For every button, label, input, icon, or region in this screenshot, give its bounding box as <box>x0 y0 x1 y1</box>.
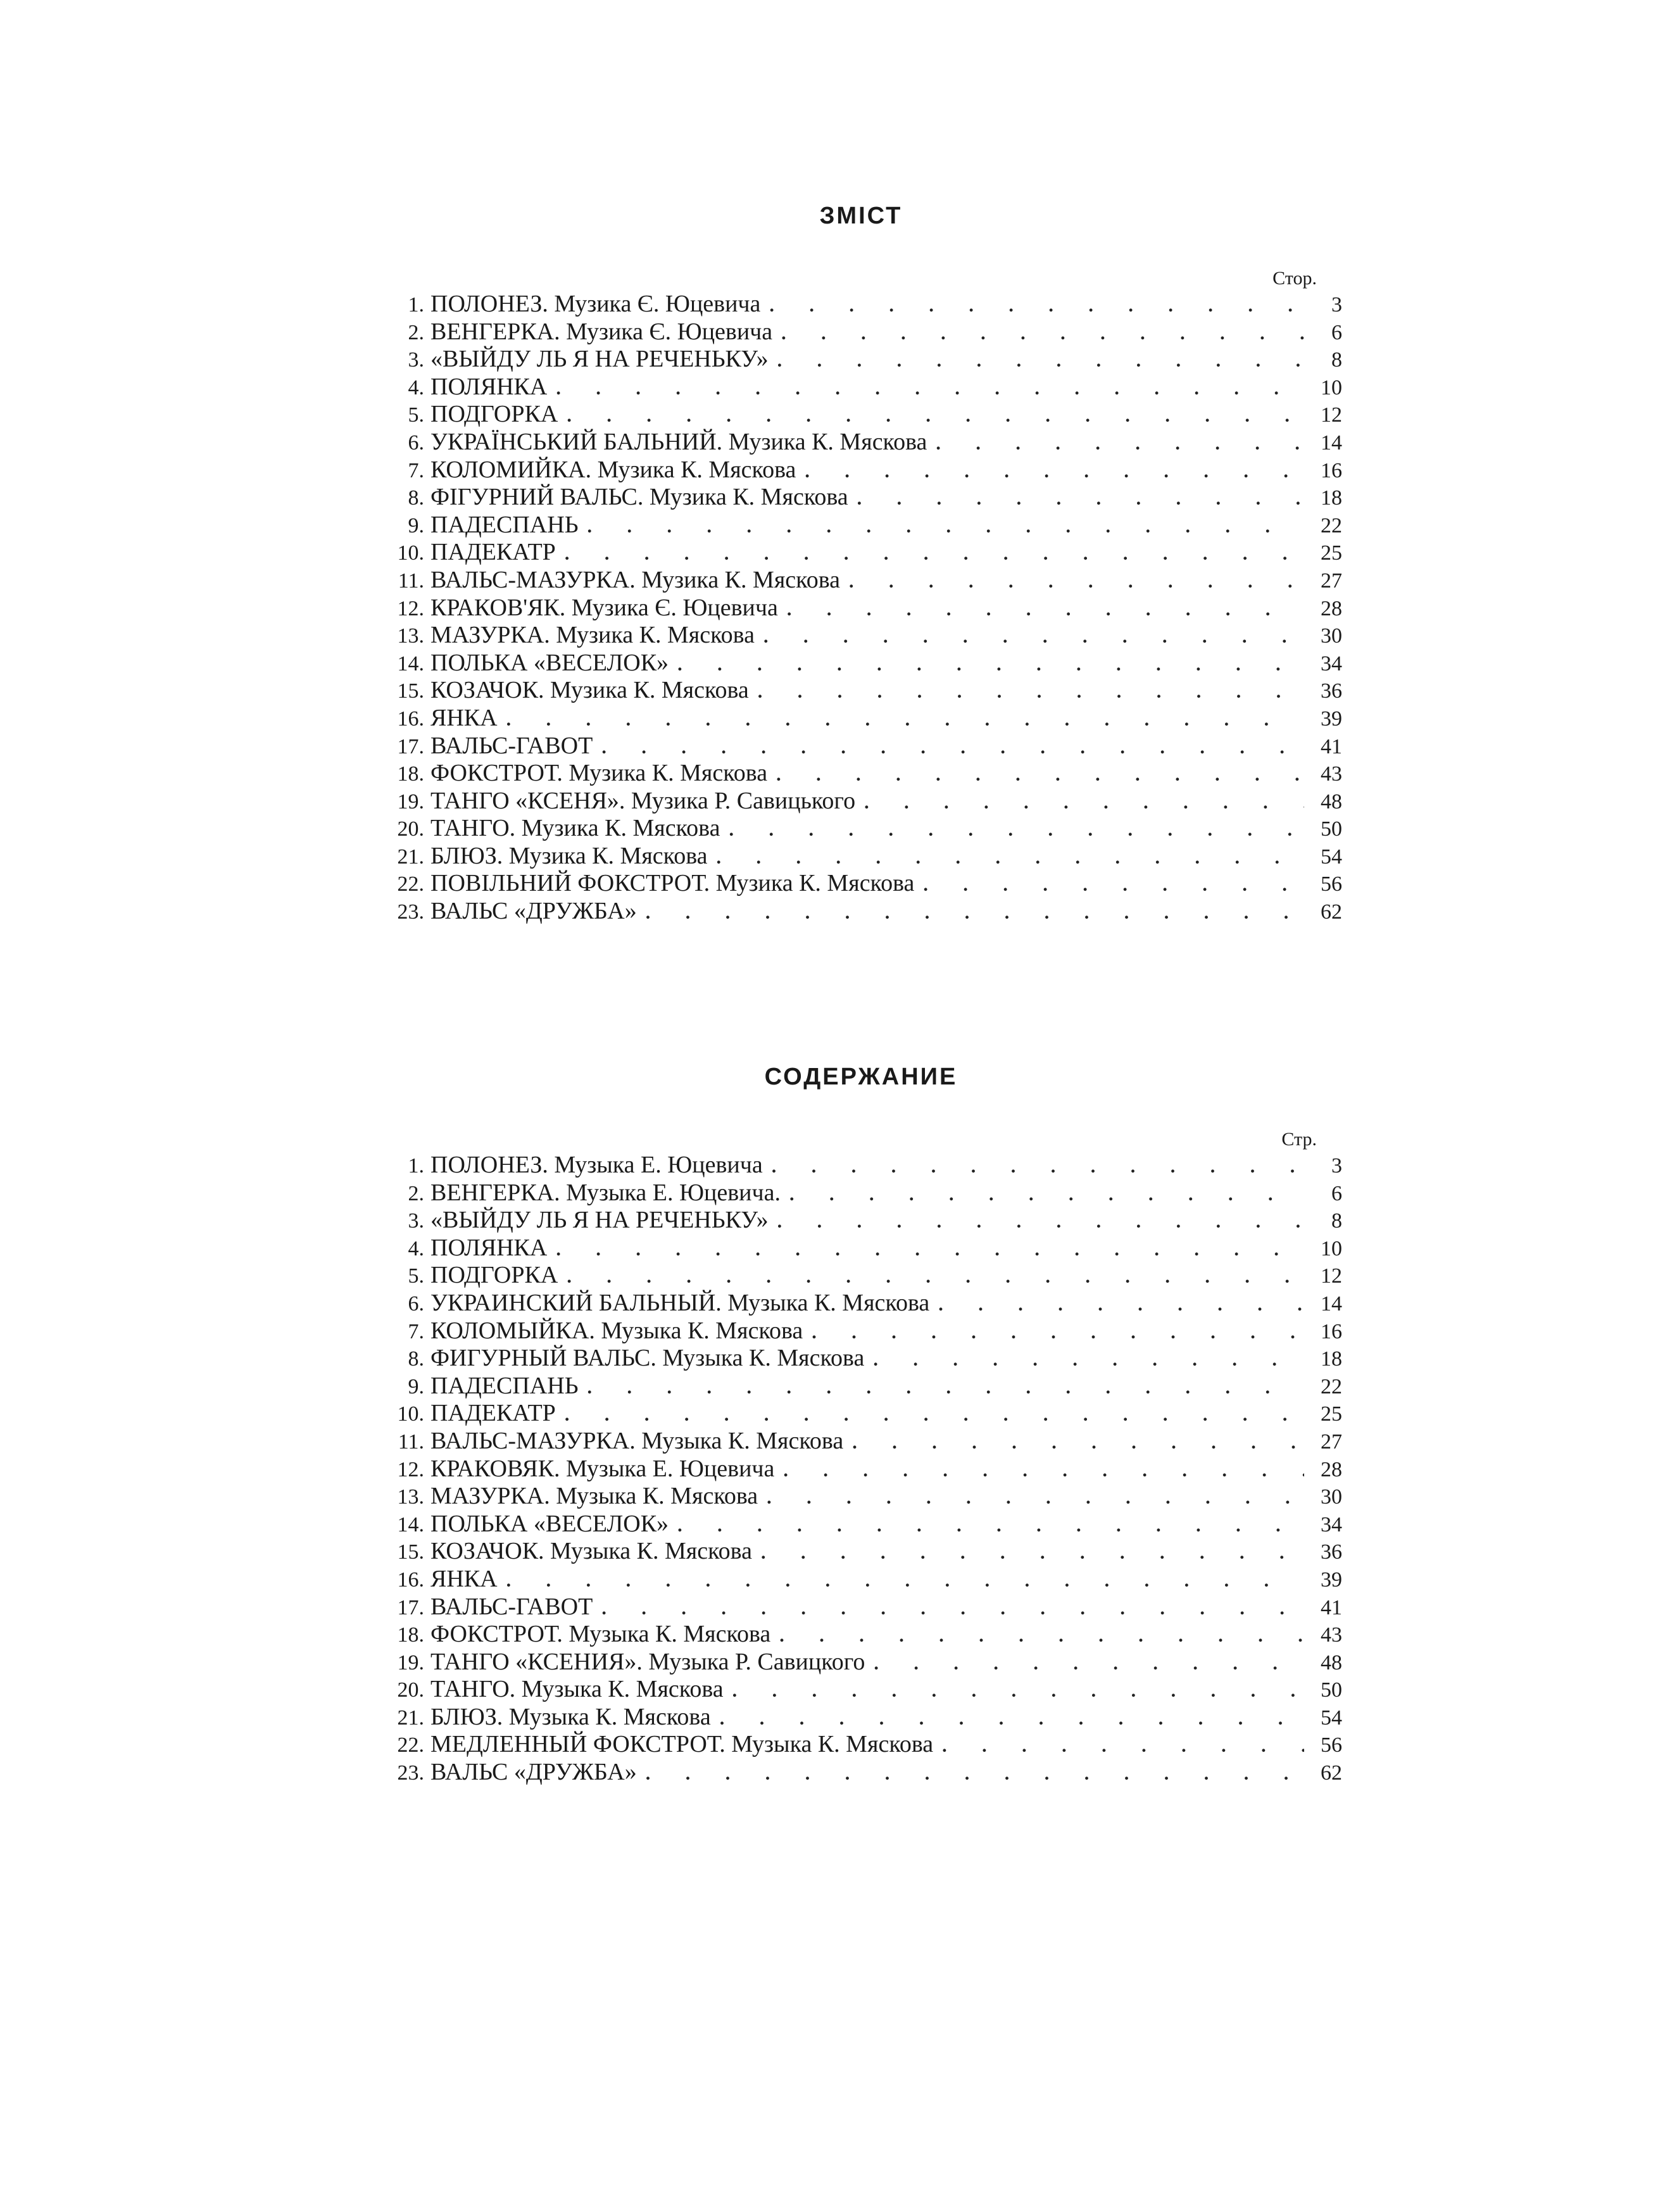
entry-title: ТАНГО. Музика К. Мяскова <box>430 815 720 842</box>
entry-title: ЯНКА <box>430 1565 498 1592</box>
entry-number: 8. <box>408 486 424 510</box>
entry-title: ПАДЕКАТР <box>430 1400 556 1427</box>
dot-leader <box>601 734 1304 762</box>
entry-title: ТАНГО. Музыка К. Мяскова <box>430 1676 724 1703</box>
dot-leader <box>729 816 1304 844</box>
toc-entry <box>380 1400 1342 1428</box>
entry-number: 12. <box>397 596 424 620</box>
entry-number: 22. <box>397 1733 424 1757</box>
entry-page: 62 <box>1321 900 1342 924</box>
entry-title: ВЕНГЕРКА. Музика Є. Юцевича <box>430 318 773 345</box>
toc-entry <box>380 1511 1342 1538</box>
toc-list <box>380 1152 1342 1787</box>
dot-leader <box>783 1457 1304 1485</box>
dot-leader <box>769 292 1304 320</box>
toc-entry <box>380 456 1342 484</box>
toc-entry <box>380 1593 1342 1621</box>
entry-page: 62 <box>1321 1761 1342 1785</box>
entry-title: ФИГУРНЫЙ ВАЛЬС. Музыка К. Мяскова <box>430 1345 865 1372</box>
dot-leader <box>874 1650 1304 1678</box>
toc-entry <box>380 1179 1342 1207</box>
entry-number: 8. <box>408 1347 424 1371</box>
toc-entry <box>380 567 1342 594</box>
entry-page: 43 <box>1321 762 1342 786</box>
entry-title: ПОЛЬКА «ВЕСЕЛОК» <box>430 1510 669 1537</box>
entry-page: 14 <box>1321 1291 1342 1316</box>
entry-number: 19. <box>397 1650 424 1675</box>
entry-title: ТАНГО «КСЕНИЯ». Музыка Р. Савицкого <box>430 1648 865 1675</box>
toc-entry <box>380 1317 1342 1345</box>
entry-page: 43 <box>1321 1623 1342 1647</box>
entry-number: 13. <box>397 624 424 648</box>
entry-number: 20. <box>397 1678 424 1702</box>
entry-number: 19. <box>397 789 424 814</box>
entry-page: 18 <box>1321 486 1342 510</box>
toc-entry <box>380 1373 1342 1400</box>
entry-number: 1. <box>408 293 424 317</box>
entry-title: КОЗАЧОК. Музика К. Мяскова <box>430 677 749 704</box>
entry-title: КОЗАЧОК. Музыка К. Мяскова <box>430 1538 752 1565</box>
entry-title: ВАЛЬС «ДРУЖБА» <box>430 898 637 925</box>
entry-title: УКРАИНСКИЙ БАЛЬНЫЙ. Музыка К. Мяскова <box>430 1289 930 1316</box>
entry-page: 8 <box>1331 348 1342 372</box>
entry-title: «ВЫЙДУ ЛЬ Я НА РЕЧЕНЬКУ» <box>430 1207 769 1234</box>
entry-page: 50 <box>1321 817 1342 841</box>
entry-title: ПАДЕСПАНЬ <box>430 511 579 538</box>
dot-leader <box>763 623 1304 651</box>
dot-leader <box>938 1291 1304 1319</box>
toc-entry <box>380 1290 1342 1317</box>
entry-number: 16. <box>397 1568 424 1592</box>
entry-page: 25 <box>1321 541 1342 565</box>
dot-leader <box>767 1484 1304 1512</box>
toc-entry <box>380 650 1342 677</box>
entry-page: 16 <box>1321 458 1342 482</box>
entry-title: ПОДГОРКА <box>430 1262 558 1289</box>
entry-number: 21. <box>397 845 424 869</box>
toc-entry <box>380 401 1342 429</box>
entry-number: 21. <box>397 1706 424 1730</box>
dot-leader <box>923 871 1304 899</box>
toc-entry <box>380 1235 1342 1262</box>
dot-leader <box>805 458 1304 486</box>
dot-leader <box>777 1208 1304 1236</box>
dot-leader <box>732 1677 1304 1705</box>
toc-list <box>380 291 1342 926</box>
toc-entry <box>380 1428 1342 1455</box>
entry-page: 28 <box>1321 1457 1342 1481</box>
dot-leader <box>556 1236 1304 1264</box>
entry-number: 20. <box>397 817 424 841</box>
toc-entry <box>380 705 1342 732</box>
entry-number: 14. <box>397 1512 424 1536</box>
toc-section-ukrainian <box>380 203 1342 926</box>
entry-number: 5. <box>408 403 424 427</box>
entry-page: 30 <box>1321 1485 1342 1509</box>
dot-leader <box>787 596 1304 624</box>
entry-number: 4. <box>408 375 424 399</box>
toc-entry <box>380 1483 1342 1511</box>
dot-leader <box>506 706 1304 734</box>
entry-number: 15. <box>397 679 424 703</box>
toc-entry <box>380 870 1342 898</box>
dot-leader <box>812 1319 1304 1347</box>
toc-entry <box>380 1704 1342 1731</box>
toc-entry <box>380 594 1342 622</box>
dot-leader <box>772 1153 1304 1181</box>
entry-title: БЛЮЗ. Музыка К. Мяскова <box>430 1703 711 1730</box>
entry-title: ПОЛЬКА «ВЕСЕЛОК» <box>430 649 669 676</box>
entry-title: ПОЛЯНКА <box>430 373 548 400</box>
entry-number: 7. <box>408 1319 424 1343</box>
toc-entry <box>380 677 1342 705</box>
entry-title: ВЕНГЕРКА. Музыка Е. Юцевича. <box>430 1179 781 1206</box>
dot-leader <box>506 1567 1304 1595</box>
entry-page: 54 <box>1321 1706 1342 1730</box>
entry-page: 34 <box>1321 1512 1342 1536</box>
entry-number: 2. <box>408 320 424 344</box>
entry-number: 15. <box>397 1540 424 1564</box>
toc-entry <box>380 1455 1342 1483</box>
toc-entry <box>380 539 1342 567</box>
entry-page: 10 <box>1321 1236 1342 1260</box>
entry-title: МАЗУРКА. Музыка К. Мяскова <box>430 1483 758 1510</box>
entry-title: ПОЛЯНКА <box>430 1234 548 1261</box>
toc-entry <box>380 1262 1342 1290</box>
entry-page: 39 <box>1321 707 1342 731</box>
toc-entry <box>380 1759 1342 1787</box>
entry-title: ВАЛЬС-МАЗУРКА. Музика К. Мяскова <box>430 566 841 593</box>
toc-entry <box>380 318 1342 346</box>
entry-title: ПОДГОРКА <box>430 401 558 428</box>
entry-title: КОЛОМИЙКА. Музика К. Мяскова <box>430 456 796 483</box>
entry-number: 12. <box>397 1457 424 1481</box>
entry-page: 30 <box>1321 624 1342 648</box>
entry-page: 10 <box>1321 375 1342 399</box>
entry-number: 9. <box>408 513 424 537</box>
entry-page: 14 <box>1321 430 1342 455</box>
entry-page: 3 <box>1331 1154 1342 1178</box>
dot-leader <box>565 540 1304 568</box>
dot-leader <box>852 1429 1304 1457</box>
entry-page: 50 <box>1321 1678 1342 1702</box>
dot-leader <box>758 678 1304 706</box>
dot-leader <box>717 844 1304 872</box>
dot-leader <box>849 568 1304 596</box>
dot-leader <box>857 485 1304 513</box>
dot-leader <box>936 430 1304 458</box>
entry-page: 48 <box>1321 1650 1342 1675</box>
entry-title: ФІГУРНИЙ ВАЛЬС. Музика К. Мяскова <box>430 484 848 511</box>
entry-title: ПОЛОНЕЗ. Музика Є. Юцевича <box>430 291 761 317</box>
dot-leader <box>677 651 1304 679</box>
entry-number: 4. <box>408 1236 424 1260</box>
toc-entry <box>380 622 1342 650</box>
dot-leader <box>567 402 1304 430</box>
entry-page: 41 <box>1321 734 1342 758</box>
toc-entry <box>380 291 1342 318</box>
entry-page: 36 <box>1321 679 1342 703</box>
entry-number: 22. <box>397 872 424 896</box>
entry-number: 17. <box>397 1595 424 1619</box>
entry-title: ФОКСТРОТ. Музика К. Мяскова <box>430 760 768 787</box>
entry-page: 39 <box>1321 1568 1342 1592</box>
entry-page: 12 <box>1321 1264 1342 1288</box>
entry-title: БЛЮЗ. Музика К. Мяскова <box>430 842 708 869</box>
entry-page: 56 <box>1321 1733 1342 1757</box>
entry-number: 6. <box>408 430 424 455</box>
dot-leader <box>677 1512 1304 1540</box>
entry-number: 3. <box>408 1209 424 1233</box>
dot-leader <box>779 1622 1304 1650</box>
toc-entry <box>380 1731 1342 1759</box>
entry-number: 17. <box>397 734 424 758</box>
dot-leader <box>587 513 1304 541</box>
toc-entry <box>380 760 1342 788</box>
entry-title: ВАЛЬС-МАЗУРКА. Музыка К. Мяскова <box>430 1427 844 1454</box>
entry-page: 8 <box>1331 1209 1342 1233</box>
entry-title: УКРАЇНСЬКИЙ БАЛЬНИЙ. Музика К. Мяскова <box>430 428 927 455</box>
page-column-label: Стор. <box>1272 268 1317 289</box>
toc-entry <box>380 1345 1342 1373</box>
entry-title: «ВЫЙДУ ЛЬ Я НА РЕЧЕНЬКУ» <box>430 346 769 373</box>
entry-title: КРАКОВЯК. Музыка Е. Юцевича <box>430 1455 775 1482</box>
entry-title: ЯНКА <box>430 704 498 731</box>
entry-title: МАЗУРКА. Музика К. Мяскова <box>430 622 755 649</box>
toc-entry <box>380 1152 1342 1179</box>
entry-number: 23. <box>397 1761 424 1785</box>
dot-leader <box>942 1732 1304 1760</box>
toc-entry <box>380 1649 1342 1676</box>
entry-page: 27 <box>1321 569 1342 593</box>
entry-page: 6 <box>1331 320 1342 344</box>
section-heading: СОДЕРЖАНИЕ <box>764 1064 958 1090</box>
dot-leader <box>587 1374 1304 1402</box>
entry-number: 7. <box>408 458 424 482</box>
entry-page: 41 <box>1321 1595 1342 1619</box>
entry-page: 3 <box>1331 293 1342 317</box>
entry-title: ПАДЕСПАНЬ <box>430 1372 579 1399</box>
entry-number: 11. <box>398 569 424 593</box>
entry-title: ПОЛОНЕЗ. Музыка Е. Юцевича <box>430 1152 763 1178</box>
entry-page: 36 <box>1321 1540 1342 1564</box>
entry-title: ВАЛЬС «ДРУЖБА» <box>430 1759 637 1786</box>
dot-leader <box>781 320 1304 348</box>
entry-page: 54 <box>1321 845 1342 869</box>
dot-leader <box>646 1760 1304 1788</box>
dot-leader <box>646 899 1304 927</box>
toc-entry <box>380 512 1342 539</box>
dot-leader <box>789 1181 1304 1209</box>
entry-title: ПОВІЛЬНИЙ ФОКСТРОТ. Музика К. Мяскова <box>430 870 915 897</box>
entry-number: 18. <box>397 762 424 786</box>
toc-entry <box>380 484 1342 512</box>
entry-number: 18. <box>397 1623 424 1647</box>
entry-number: 13. <box>397 1485 424 1509</box>
toc-entry <box>380 788 1342 815</box>
entry-title: ФОКСТРОТ. Музыка К. Мяскова <box>430 1621 771 1648</box>
page-column-label: Стр. <box>1281 1129 1317 1150</box>
toc-entry <box>380 1621 1342 1649</box>
entry-title: МЕДЛЕННЫЙ ФОКСТРОТ. Музыка К. Мяскова <box>430 1731 934 1758</box>
entry-number: 9. <box>408 1374 424 1398</box>
entry-number: 5. <box>408 1264 424 1288</box>
dot-leader <box>601 1595 1304 1623</box>
dot-leader <box>720 1705 1304 1733</box>
entry-page: 16 <box>1321 1319 1342 1343</box>
entry-page: 34 <box>1321 651 1342 676</box>
dot-leader <box>565 1401 1304 1429</box>
toc-entry <box>380 1566 1342 1593</box>
dot-leader <box>776 761 1304 789</box>
entry-page: 22 <box>1321 1374 1342 1398</box>
entry-title: ТАНГО «КСЕНЯ». Музика Р. Савицького <box>430 787 856 814</box>
entry-title: КРАКОВ'ЯК. Музика Є. Юцевича <box>430 594 778 621</box>
dot-leader <box>864 789 1304 817</box>
entry-number: 23. <box>397 900 424 924</box>
toc-section-russian <box>380 1064 1342 1787</box>
entry-number: 10. <box>397 1402 424 1426</box>
toc-entry <box>380 346 1342 374</box>
entry-title: ПАДЕКАТР <box>430 539 556 566</box>
dot-leader <box>873 1346 1304 1374</box>
entry-number: 1. <box>408 1154 424 1178</box>
entry-page: 18 <box>1321 1347 1342 1371</box>
entry-page: 27 <box>1321 1430 1342 1454</box>
toc-entry <box>380 898 1342 926</box>
entry-page: 25 <box>1321 1402 1342 1426</box>
entry-number: 2. <box>408 1181 424 1205</box>
toc-entry <box>380 843 1342 870</box>
toc-entry <box>380 732 1342 760</box>
toc-entry <box>380 1676 1342 1704</box>
entry-number: 14. <box>397 651 424 676</box>
entry-number: 10. <box>397 541 424 565</box>
toc-entry <box>380 815 1342 843</box>
entry-number: 6. <box>408 1291 424 1316</box>
entry-page: 56 <box>1321 872 1342 896</box>
entry-number: 16. <box>397 707 424 731</box>
entry-page: 22 <box>1321 513 1342 537</box>
entry-title: ВАЛЬС-ГАВОТ <box>430 732 593 759</box>
toc-entry <box>380 429 1342 456</box>
dot-leader <box>761 1539 1304 1567</box>
section-heading: ЗМІСТ <box>819 203 903 229</box>
entry-page: 12 <box>1321 403 1342 427</box>
entry-page: 28 <box>1321 596 1342 620</box>
dot-leader <box>556 375 1304 403</box>
dot-leader <box>567 1263 1304 1291</box>
dot-leader <box>777 347 1304 375</box>
entry-number: 11. <box>398 1430 424 1454</box>
entry-title: ВАЛЬС-ГАВОТ <box>430 1593 593 1620</box>
entry-number: 3. <box>408 348 424 372</box>
entry-page: 48 <box>1321 789 1342 814</box>
toc-entry <box>380 374 1342 401</box>
entry-page: 6 <box>1331 1181 1342 1205</box>
toc-entry <box>380 1538 1342 1566</box>
toc-entry <box>380 1207 1342 1235</box>
entry-title: КОЛОМЫЙКА. Музыка К. Мяскова <box>430 1317 803 1344</box>
